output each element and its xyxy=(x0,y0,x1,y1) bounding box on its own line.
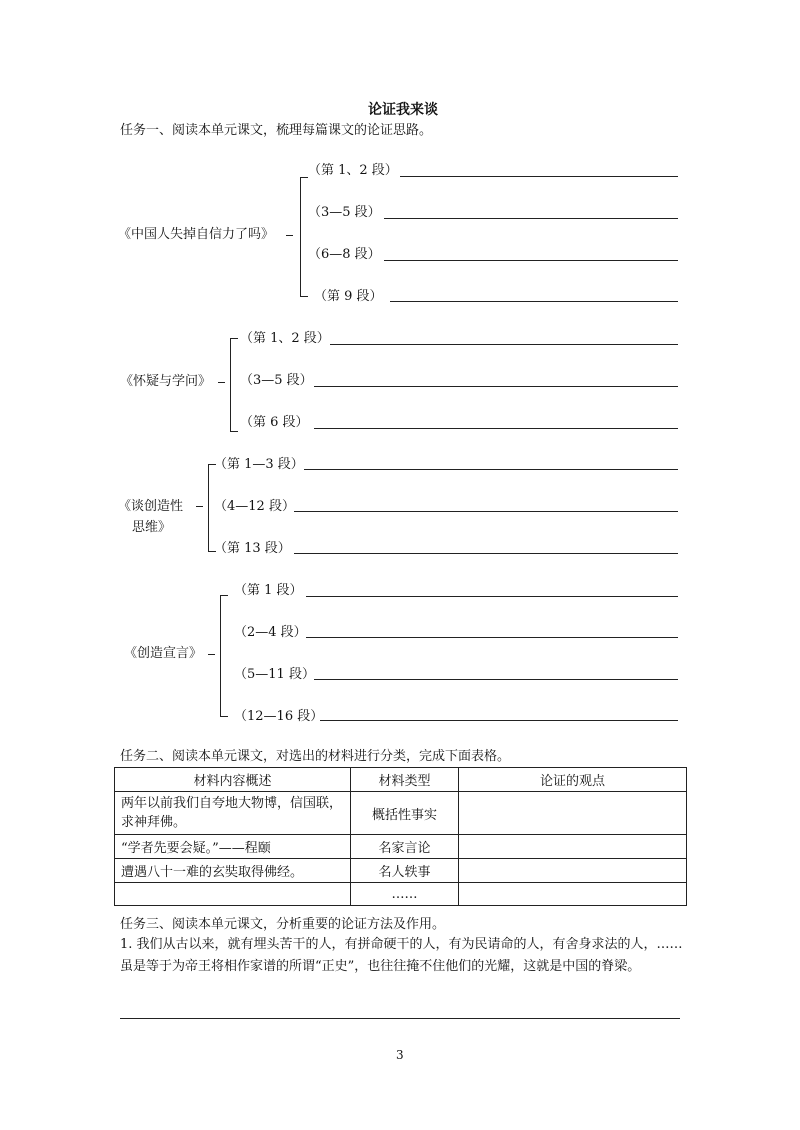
group2-brace xyxy=(230,338,231,432)
group1-item-1: （第 1、2 段） xyxy=(308,163,398,178)
group4-answer-line-4[interactable] xyxy=(320,720,678,721)
group1-answer-line-4[interactable] xyxy=(390,301,678,302)
table-row xyxy=(115,792,687,835)
group2-answer-line-1[interactable] xyxy=(330,344,678,345)
group1-title: 《中国人失掉自信力了吗》 xyxy=(118,227,275,242)
table-cell-view[interactable] xyxy=(459,835,687,859)
group1-item-4: （第 9 段） xyxy=(314,289,383,304)
group3-item-2: （4—12 段） xyxy=(214,499,295,514)
group4-item-2: （2—4 段） xyxy=(234,625,307,640)
table-cell-type: …… xyxy=(351,883,459,906)
table-cell-content: 遭遇八十一难的玄奘取得佛经。 xyxy=(115,859,351,883)
task3-answer-line[interactable] xyxy=(120,1018,680,1019)
group1-brace-tick xyxy=(286,235,293,236)
group3-answer-line-1[interactable] xyxy=(304,469,678,470)
group3-brace-tick xyxy=(196,506,203,507)
group1-answer-line-3[interactable] xyxy=(384,260,678,261)
group1-item-2: （3—5 段） xyxy=(308,205,381,220)
group4-brace-tick xyxy=(208,654,215,655)
table-cell-content[interactable] xyxy=(115,883,351,906)
task1-heading: 任务一、阅读本单元课文，梳理每篇课文的论证思路。 xyxy=(120,123,433,138)
group3-item-3: （第 13 段） xyxy=(214,541,291,556)
group4-answer-line-1[interactable] xyxy=(306,596,678,597)
group2-item-2: （3—5 段） xyxy=(240,373,313,388)
group4-brace xyxy=(220,595,221,717)
group3-brace xyxy=(208,464,209,552)
group3-title-line1: 《谈创造性 xyxy=(118,499,184,514)
group2-answer-line-2[interactable] xyxy=(314,386,678,387)
group4-item-3: （5—11 段） xyxy=(234,667,315,682)
material-table xyxy=(114,767,687,906)
table-cell-type: 概括性事实 xyxy=(351,792,459,835)
page-number: 3 xyxy=(396,1048,404,1062)
table-cell-view[interactable] xyxy=(459,859,687,883)
group2-item-1: （第 1、2 段） xyxy=(240,331,330,346)
table-header-cell: 材料内容概述 xyxy=(115,768,351,792)
group1-brace xyxy=(300,177,301,297)
task3-item-1: 1. 我们从古以来，就有埋头苦干的人，有拼命硬干的人，有为民请命的人，有舍身求法的人，……虽是等于为帝王将相作家谱的所谓“正史”，也往往掩不住他们的光耀，这就是中国的脊梁。 xyxy=(120,937,683,974)
group2-answer-line-3[interactable] xyxy=(314,428,678,429)
table-row xyxy=(115,859,687,883)
group4-item-1: （第 1 段） xyxy=(234,583,303,598)
table-header-row xyxy=(115,768,687,792)
group4-item-4: （12—16 段） xyxy=(234,709,324,724)
group1-answer-line-1[interactable] xyxy=(400,176,678,177)
group1-item-3: （6—8 段） xyxy=(308,247,381,262)
task2-heading: 任务二、阅读本单元课文，对选出的材料进行分类，完成下面表格。 xyxy=(120,749,511,764)
task3-heading: 任务三、阅读本单元课文，分析重要的论证方法及作用。 xyxy=(120,917,446,932)
group3-title-line2: 思维》 xyxy=(132,520,172,535)
table-cell-view[interactable] xyxy=(459,792,687,835)
page-title: 论证我来谈 xyxy=(368,102,438,118)
table-cell-content: “学者先要会疑。”——程颐 xyxy=(115,835,351,859)
group3-answer-line-3[interactable] xyxy=(294,553,678,554)
group2-brace-tick xyxy=(218,382,225,383)
table-cell-type: 名家言论 xyxy=(351,835,459,859)
group4-answer-line-2[interactable] xyxy=(306,637,678,638)
group3-item-1: （第 1—3 段） xyxy=(214,457,304,472)
group2-title: 《怀疑与学问》 xyxy=(120,374,212,389)
table-row xyxy=(115,835,687,859)
group1-answer-line-2[interactable] xyxy=(384,218,678,219)
table-header-cell: 材料类型 xyxy=(351,768,459,792)
table-row xyxy=(115,883,687,906)
table-cell-view[interactable] xyxy=(459,883,687,906)
table-header-cell: 论证的观点 xyxy=(459,768,687,792)
group3-answer-line-2[interactable] xyxy=(294,511,678,512)
table-cell-content: 两年以前我们自夸地大物博，信国联，求神拜佛。 xyxy=(115,792,351,835)
group4-title: 《创造宣言》 xyxy=(124,646,203,661)
table-cell-type: 名人轶事 xyxy=(351,859,459,883)
group2-item-3: （第 6 段） xyxy=(240,415,309,430)
group4-answer-line-3[interactable] xyxy=(314,679,678,680)
